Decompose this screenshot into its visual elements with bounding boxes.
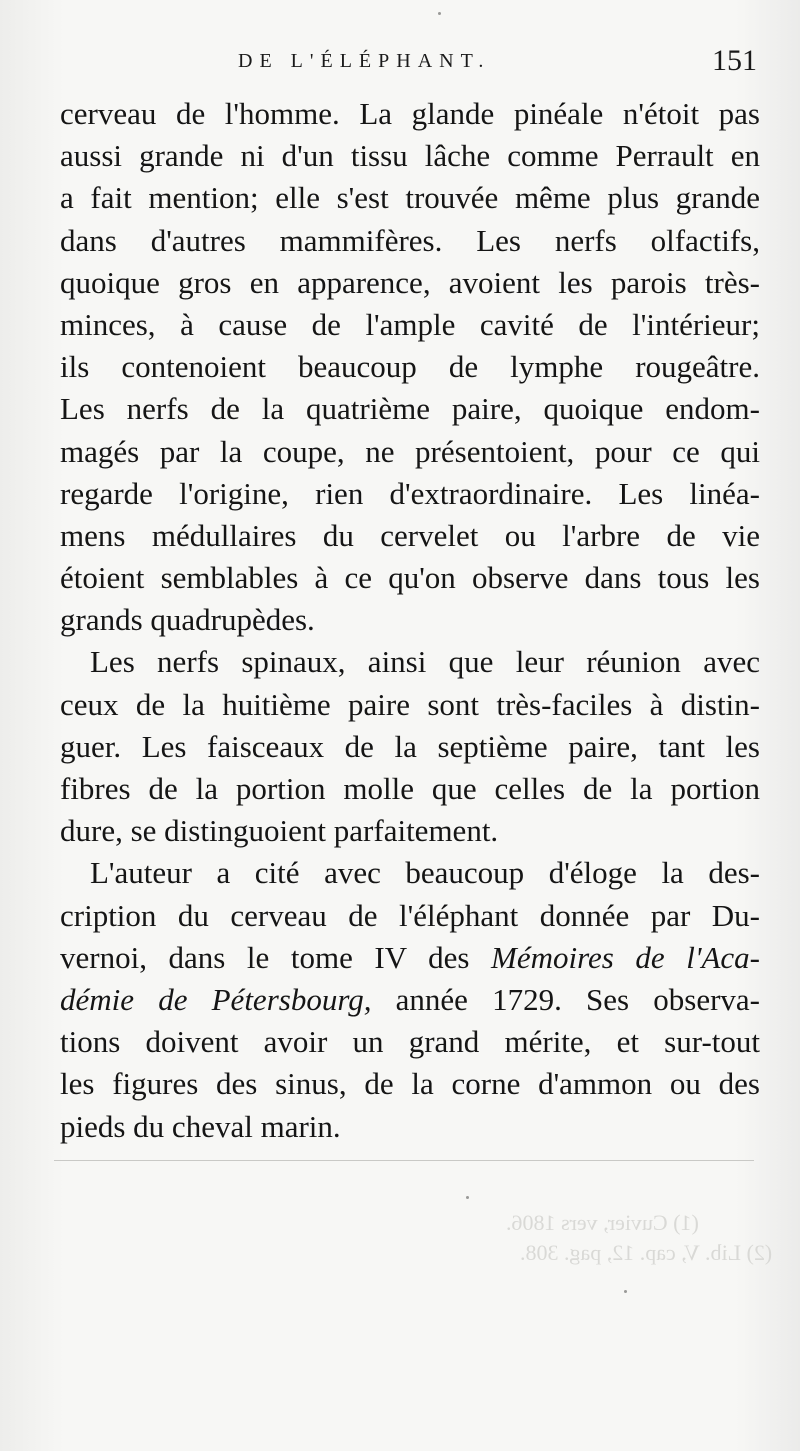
text-line: L'auteur a cité avec beaucoup d'éloge la des-: [90, 855, 760, 891]
book-title-italic: démie de Pétersbourg,: [60, 981, 372, 1017]
book-title-italic: Mémoires de l'Aca-: [491, 939, 760, 975]
paper-speck: [624, 1290, 627, 1293]
show-through-footnote: (1) Cuvier, vers 1806.: [506, 1210, 699, 1235]
text-line: pieds du cheval marin.: [60, 1108, 341, 1144]
text-line: tions doivent avoir un grand mérite, et sur-tout: [60, 1024, 760, 1060]
text-line: ceux de la huitième paire sont très-faciles à distin-: [60, 686, 760, 722]
text-line: Les nerfs de la quatrième paire, quoique endom-: [60, 391, 760, 427]
text-segment: vernoi, dans le tome IV des: [60, 939, 492, 975]
page-edge-rule: [54, 1160, 754, 1161]
body-text: [60, 93, 760, 1148]
text-segment: année 1729. Ses observa-: [371, 981, 760, 1017]
text-line: regarde l'origine, rien d'extraordinaire. Les linéa-: [60, 475, 760, 511]
text-line: grands quadrupèdes.: [60, 602, 315, 638]
text-line: a fait mention; elle s'est trouvée même plus grande: [60, 180, 760, 216]
text-line: aussi grande ni d'un tissu lâche comme Perrault en: [60, 138, 760, 174]
show-through-footnote: (2) Lib. V, cap. 12, pag. 308.: [520, 1240, 773, 1265]
running-title: DE L'ÉLÉPHANT.: [238, 50, 491, 72]
text-line: Les nerfs spinaux, ainsi que leur réunion avec: [90, 644, 760, 680]
text-line: fibres de la portion molle que celles de la portion: [60, 771, 760, 806]
text-line: magés par la coupe, ne présentoient, pour ce qui: [60, 433, 760, 469]
text-line: ils contenoient beaucoup de lymphe rougeâtre.: [60, 349, 760, 385]
text-line: minces, à cause de l'ample cavité de l'intérieur;: [60, 306, 760, 342]
text-line: dans d'autres mammifères. Les nerfs olfactifs,: [60, 222, 760, 258]
text-line: mens médullaires du cervelet ou l'arbre de vie: [60, 517, 760, 553]
text-line: cerveau de l'homme. La glande pinéale n'étoit pas: [60, 96, 760, 131]
text-line-with-title: [60, 937, 760, 979]
paper-speck: [438, 12, 441, 15]
text-line: quoique gros en apparence, avoient les parois très-: [60, 264, 760, 300]
running-head: [0, 44, 800, 84]
text-line: les figures des sinus, de la corne d'ammon ou des: [60, 1066, 760, 1102]
page-number: 151: [712, 44, 757, 77]
text-line-with-title: [60, 979, 760, 1021]
text-line: étoient semblables à ce qu'on observe dans tous les: [60, 560, 760, 596]
text-line: dure, se distinguoient parfaitement.: [60, 813, 499, 849]
text-line: cription du cerveau de l'éléphant donnée par Du-: [60, 897, 760, 933]
paragraph-3: [60, 852, 760, 1147]
paragraph-1: [60, 93, 760, 641]
text-line: guer. Les faisceaux de la septième paire, tant les: [60, 728, 760, 764]
paragraph-2: [60, 641, 760, 852]
paper-speck: [466, 1196, 469, 1199]
